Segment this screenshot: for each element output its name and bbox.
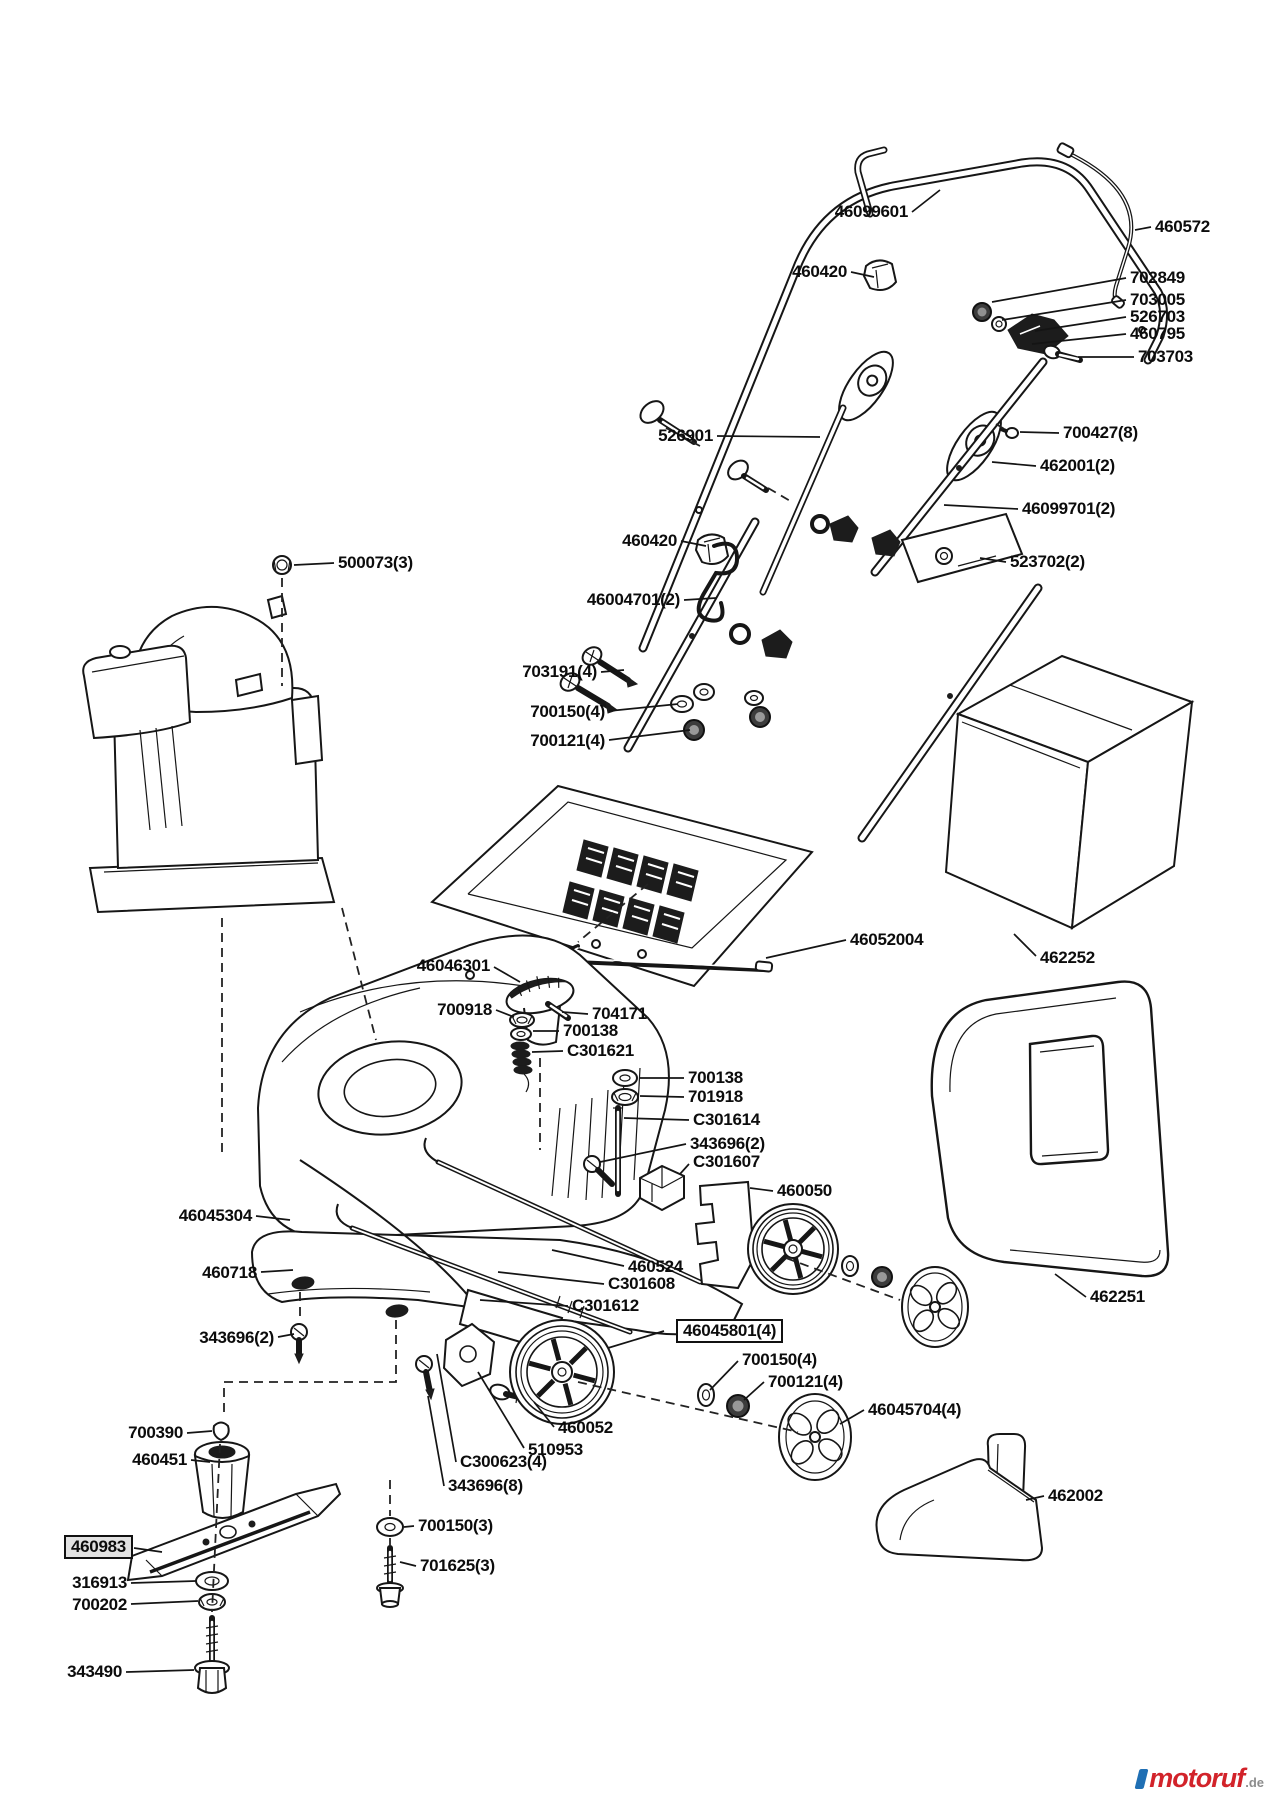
- part-label-343696(8): 343696(8): [448, 1476, 523, 1495]
- part-label-343490: 343490: [67, 1662, 122, 1681]
- part-label-460052: 460052: [558, 1418, 613, 1437]
- part-label-462001(2): 462001(2): [1040, 456, 1115, 475]
- part-label-700150(3): 700150(3): [418, 1516, 493, 1535]
- part-label-460420: 460420: [792, 262, 847, 281]
- part-label-700138: 700138: [688, 1068, 743, 1087]
- rear-hubcap: [779, 1394, 851, 1480]
- part-label-46045801(4): 46045801(4): [676, 1319, 783, 1343]
- part-label-460524: 460524: [628, 1257, 683, 1276]
- part-label-700150(4): 700150(4): [530, 702, 605, 721]
- part-label-700918: 700918: [437, 1000, 492, 1019]
- front-hubcap: [902, 1267, 968, 1347]
- part-label-C301607: C301607: [693, 1152, 760, 1171]
- part-label-46052004: 46052004: [850, 930, 924, 949]
- part-label-462251: 462251: [1090, 1287, 1145, 1306]
- front-wheel: [748, 1204, 838, 1294]
- part-label-500073(3): 500073(3): [338, 553, 413, 572]
- part-label-700390: 700390: [128, 1423, 183, 1442]
- part-label-703191(4): 703191(4): [522, 662, 597, 681]
- part-label-700150(4): 700150(4): [742, 1350, 817, 1369]
- part-label-700121(4): 700121(4): [530, 731, 605, 750]
- part-label-C301621: C301621: [567, 1041, 634, 1060]
- engine: [83, 556, 334, 912]
- part-label-343696(2): 343696(2): [690, 1134, 765, 1153]
- part-label-703703: 703703: [1138, 347, 1193, 366]
- part-label-46099601: 46099601: [834, 202, 908, 221]
- part-label-700202: 700202: [72, 1595, 127, 1614]
- part-label-316913: 316913: [72, 1573, 127, 1592]
- part-label-46004701(2): 46004701(2): [586, 590, 680, 609]
- part-label-700138: 700138: [563, 1021, 618, 1040]
- part-label-460420: 460420: [622, 531, 677, 550]
- part-label-526703: 526703: [1130, 307, 1185, 326]
- part-label-704171: 704171: [592, 1004, 647, 1023]
- part-label-462252: 462252: [1040, 948, 1095, 967]
- logo-suffix: .de: [1245, 1775, 1264, 1790]
- part-label-523702(2): 523702(2): [1010, 552, 1085, 571]
- part-label-702849: 702849: [1130, 268, 1185, 287]
- part-label-C300623(4): C300623(4): [460, 1452, 547, 1471]
- part-label-460718: 460718: [202, 1263, 257, 1282]
- part-label-703005: 703005: [1130, 290, 1185, 309]
- discharge-chute: [876, 1434, 1042, 1560]
- part-label-460572: 460572: [1155, 217, 1210, 236]
- part-label-C301608: C301608: [608, 1274, 675, 1293]
- part-label-510953: 510953: [528, 1440, 583, 1459]
- part-label-460795: 460795: [1130, 324, 1185, 343]
- part-label-701918: 701918: [688, 1087, 743, 1106]
- deflector-panel: [932, 982, 1168, 1277]
- part-label-46099701(2): 46099701(2): [1022, 499, 1116, 518]
- part-label-526901: 526901: [658, 426, 713, 445]
- part-label-460451: 460451: [132, 1450, 187, 1469]
- part-label-C301612: C301612: [572, 1296, 639, 1315]
- part-label-701625(3): 701625(3): [420, 1556, 495, 1575]
- part-label-46045704(4): 46045704(4): [868, 1400, 962, 1419]
- part-label-700427(8): 700427(8): [1063, 423, 1138, 442]
- mower-deck: [258, 936, 669, 1239]
- part-label-C301614: C301614: [693, 1110, 760, 1129]
- logo-text: motoruf: [1149, 1763, 1245, 1793]
- grass-bag: [946, 656, 1192, 928]
- logo-mark-icon: [1135, 1769, 1149, 1789]
- part-label-46046301: 46046301: [416, 956, 490, 975]
- rear-wheel-hardware: [698, 1384, 749, 1417]
- part-label-700121(4): 700121(4): [768, 1372, 843, 1391]
- motoruf-logo[interactable]: [1137, 1763, 1264, 1794]
- part-label-46045304: 46045304: [178, 1206, 252, 1225]
- part-label-460983: 460983: [64, 1535, 133, 1559]
- part-label-462002: 462002: [1048, 1486, 1103, 1505]
- rear-wheel: [510, 1320, 614, 1424]
- part-label-343696(2): 343696(2): [199, 1328, 274, 1347]
- part-label-460050: 460050: [777, 1181, 832, 1200]
